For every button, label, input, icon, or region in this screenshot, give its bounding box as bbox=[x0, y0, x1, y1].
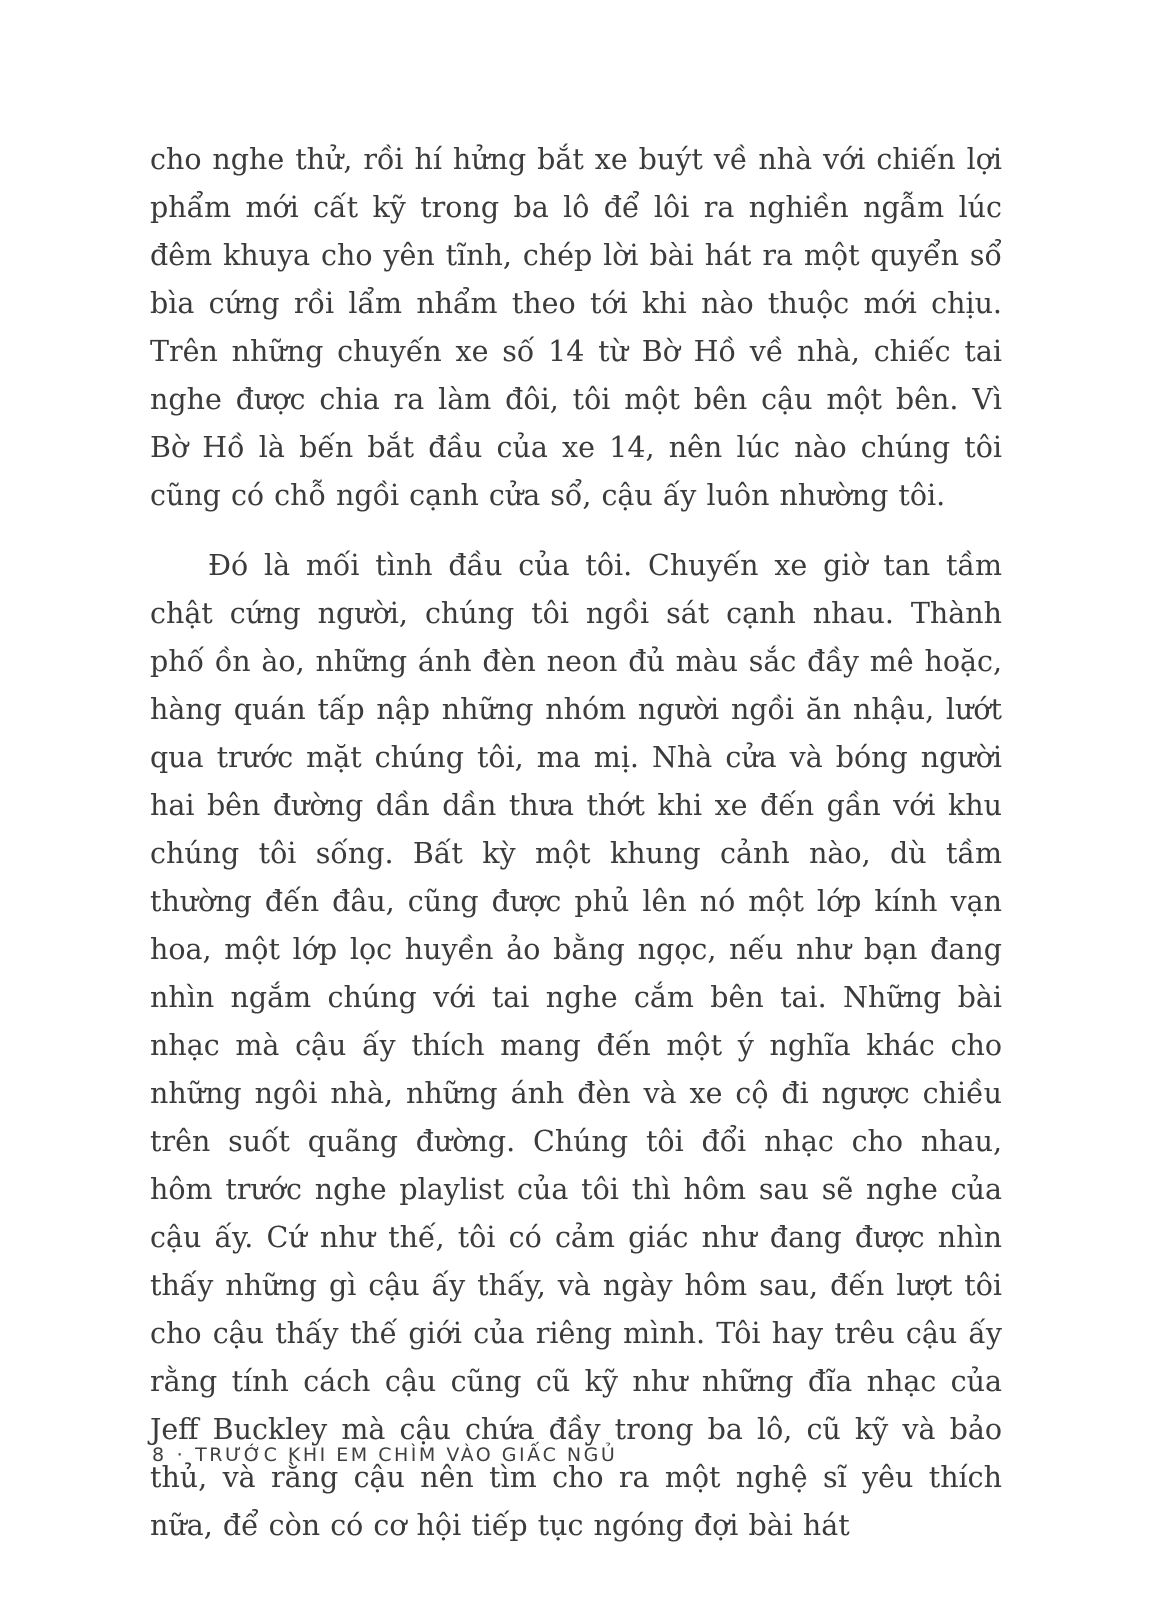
page-number: 8 bbox=[152, 1444, 167, 1466]
paragraph-continuation: cho nghe thử, rồi hí hửng bắt xe buýt về nhà với chiến lợi phẩm mới cất kỹ trong ba lô để lôi ra nghiền ngẫm lúc đêm khuya cho yên tĩnh, chép lời bài hát ra một quyển sổ bìa cứng rồi lẩm nhẩm theo tới khi nào thuộc mới chịu. Trên những chuyến xe số 14 từ Bờ Hồ về nhà, chiếc tai nghe được chia ra làm đôi, tôi một bên cậu một bên. Vì Bờ Hồ là bến bắt đầu của xe 14, nên lúc nào chúng tôi cũng có chỗ ngồi cạnh cửa sổ, cậu ấy luôn nhường tôi. bbox=[150, 143, 1002, 512]
paragraph: Đó là mối tình đầu của tôi. Chuyến xe giờ tan tầm chật cứng người, chúng tôi ngồi sát cạnh nhau. Thành phố ồn ào, những ánh đèn neon đủ màu sắc đầy mê hoặc, hàng quán tấp nập những nhóm người ngồi ăn nhậu, lướt qua trước mặt chúng tôi, ma mị. Nhà cửa và bóng người hai bên đường dần dần thưa thớt khi xe đến gần với khu chúng tôi sống. Bất kỳ một khung cảnh nào, dù tầm thường đến đâu, cũng được phủ lên nó một lớp kính vạn hoa, một lớp lọc huyền ảo bằng ngọc, nếu như bạn đang nhìn ngắm chúng với tai nghe cắm bên tai. Những bài nhạc mà cậu ấy thích mang đến một ý nghĩa khác cho những ngôi nhà, những ánh đèn và xe cộ đi ngược chiều trên suốt quãng đường. Chúng tôi đổi nhạc cho nhau, hôm trước nghe playlist của tôi thì hôm sau sẽ nghe của cậu ấy. Cứ như thế, tôi có cảm giác như đang được nhìn thấy những gì cậu ấy thấy, và ngày hôm sau, đến lượt tôi cho cậu thấy thế giới của riêng mình. Tôi hay trêu cậu ấy rằng tính cách cậu cũng cũ kỹ như những đĩa nhạc của Jeff Buckley mà cậu chứa đầy trong ba lô, cũ kỹ và bảo thủ, và rằng cậu nên tìm cho ra một nghệ sĩ yêu thích nữa, để còn có cơ hội tiếp tục ngóng đợi bài hát bbox=[150, 549, 1002, 1542]
body-text bbox=[150, 136, 1002, 1550]
page-footer bbox=[152, 1444, 617, 1466]
running-title: TRƯỚC KHI EM CHÌM VÀO GIẤC NGỦ bbox=[195, 1444, 618, 1466]
footer-separator: · bbox=[176, 1444, 186, 1466]
